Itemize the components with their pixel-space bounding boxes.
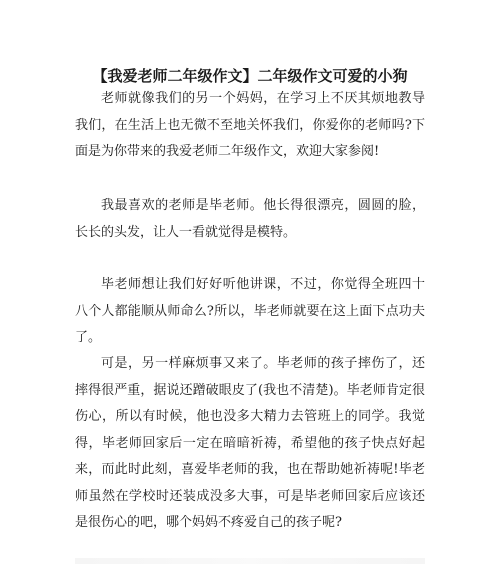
paragraph-intro: 老师就像我们的另一个妈妈，在学习上不厌其烦地教导我们，在生活上也无微不至地关怀我们，你爱你的老师吗?下面是为你带来的我爱老师二年级作文，欢迎大家参阅! (75, 91, 425, 159)
faint-footer-text (75, 558, 425, 564)
paragraph-child-injury: 可是，另一样麻烦事又来了。毕老师的孩子摔伤了，还摔得很严重，据说还蹭破眼皮了(我也不清楚)。毕老师肯定很伤心，所以有时候，他也没多大精力去管班上的同学。我觉得，毕老师回家后一定在暗暗祈祷，希望他的孩子快点好起来，而此时此刻，喜爱毕老师的我，也在帮助她祈祷呢!毕老师虽然在学校时还装成没多大事，可是毕老师回家后应该还是很伤心的吧，哪个妈妈不疼爱自己的孩子呢? (75, 356, 425, 530)
paragraph-class-discipline: 毕老师想让我们好好听他讲课，不过，你觉得全班四十八个人都能顺从师命么?所以，毕老师就要在这上面下点功夫了。 (75, 277, 425, 345)
document-title: 【我爱老师二年级作文】二年级作文可爱的小狗 (92, 67, 408, 85)
paragraph-teacher-description: 我最喜欢的老师是毕老师。他长得很漂亮，圆圆的脸，长长的头发，让人一看就觉得是模特。 (75, 198, 425, 240)
